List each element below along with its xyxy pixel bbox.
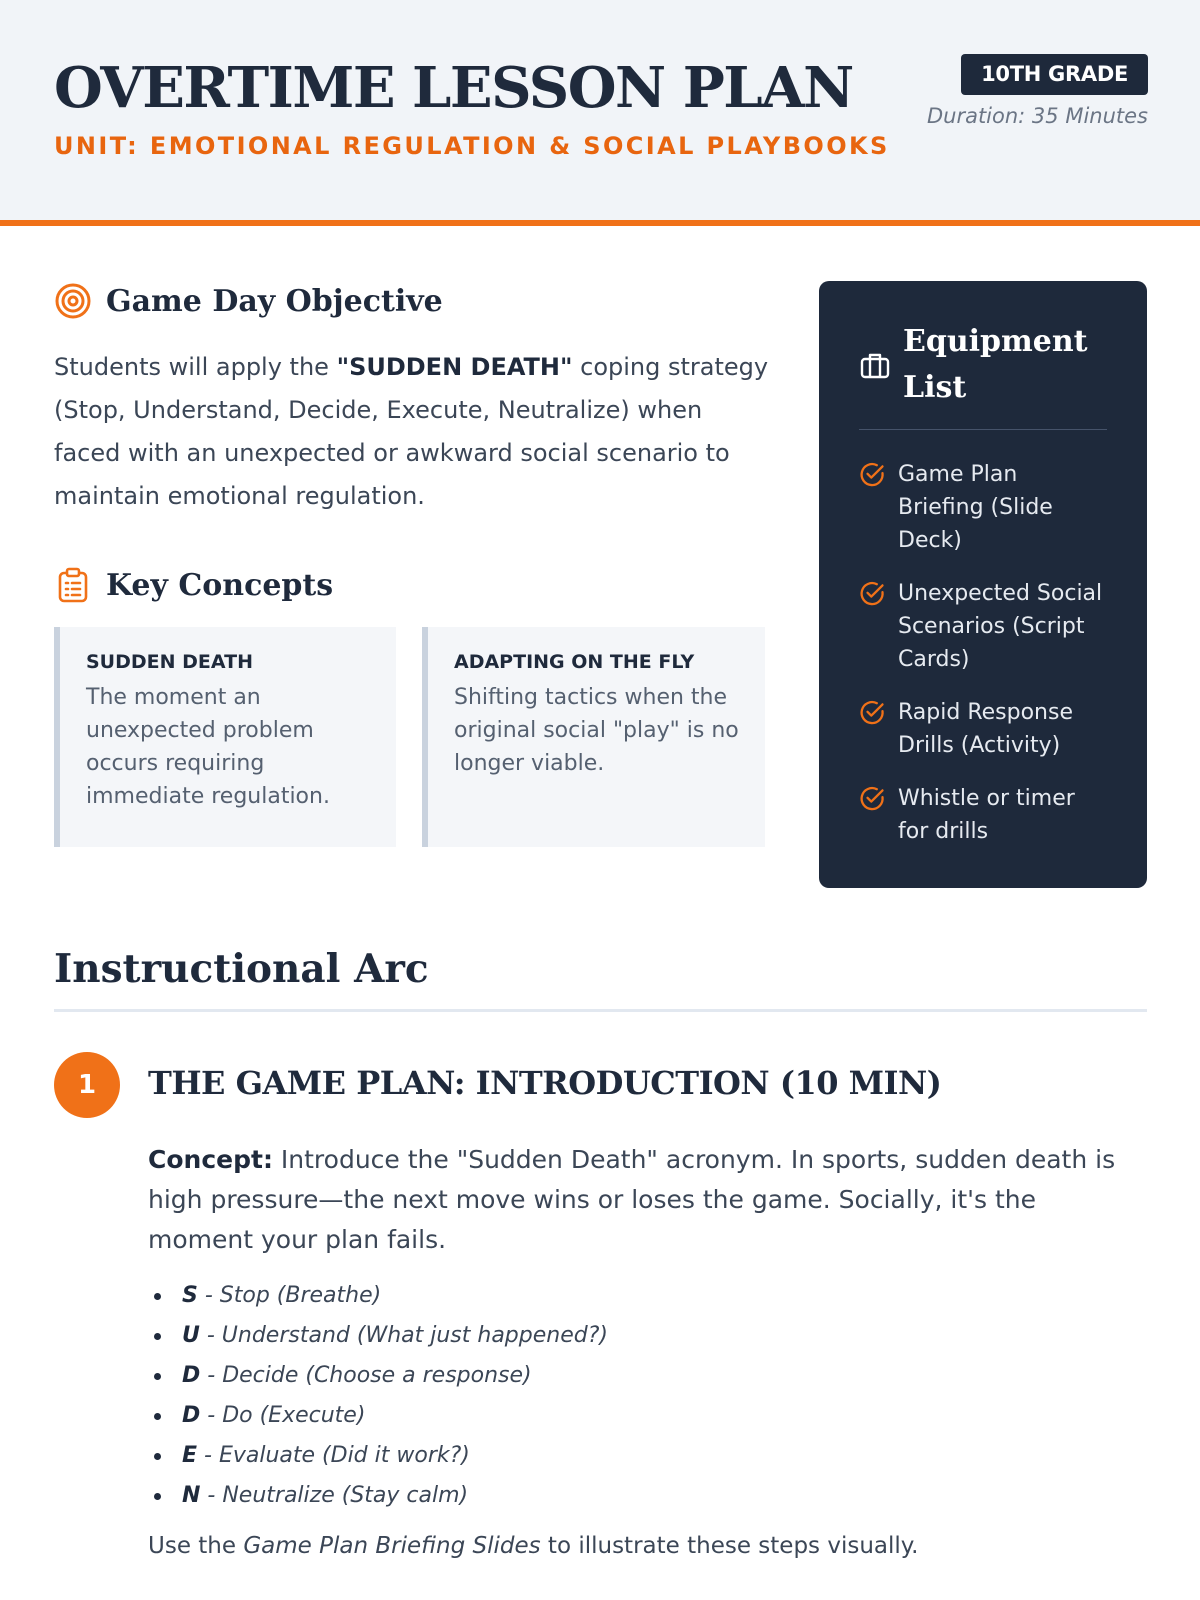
acronym-item (148, 1276, 608, 1316)
step-number-badge: 1 (54, 1052, 120, 1118)
clipboard-icon (54, 566, 92, 604)
check-circle-icon (859, 580, 886, 607)
objective-text (54, 346, 774, 518)
concept-description: Shifting tactics when the original social "play" is no longer viable. (454, 685, 739, 776)
check-circle-icon (859, 785, 886, 812)
closing-text-end: to illustrate these steps visually. (540, 1533, 919, 1559)
page-title: OVERTIME LESSON PLAN (54, 55, 853, 121)
acronym-item (148, 1396, 608, 1436)
concept-card (422, 627, 765, 847)
equipment-item (859, 458, 1107, 557)
acronym-meaning: - Do (Execute) (200, 1403, 366, 1428)
duration-label: Duration: 35 Minutes (926, 104, 1148, 128)
lesson-header (0, 0, 1200, 226)
step-concept (148, 1140, 1148, 1260)
equipment-item (859, 696, 1107, 762)
concept-description: The moment an unexpected problem occurs requiring immediate regulation. (86, 685, 330, 809)
acronym-letter: U (182, 1323, 200, 1348)
acronym-item (148, 1356, 608, 1396)
step-title: THE GAME PLAN: INTRODUCTION (10 MIN) (148, 1064, 942, 1102)
objective-text-start: Students will apply the (54, 353, 337, 381)
closing-note (148, 1533, 918, 1559)
equipment-heading-text: Equipment List (903, 324, 1088, 405)
objective-heading-text: Game Day Objective (106, 283, 443, 319)
closing-text-start: Use the (148, 1533, 244, 1559)
concept-title: SUDDEN DEATH (86, 651, 253, 673)
check-circle-icon (859, 461, 886, 488)
bullet-dot (154, 1413, 161, 1420)
concept-label: Concept: (148, 1145, 273, 1174)
target-icon (54, 282, 92, 320)
unit-subtitle: UNIT: EMOTIONAL REGULATION & SOCIAL PLAYBOOKS (54, 132, 890, 160)
equipment-item-label: Whistle or timer for drills (898, 786, 1075, 844)
acronym-letter: D (182, 1363, 201, 1388)
concept-card (54, 627, 396, 847)
bullet-dot (154, 1293, 161, 1300)
acronym-letter: S (182, 1283, 198, 1308)
equipment-item (859, 577, 1107, 676)
bullet-dot (154, 1453, 161, 1460)
briefcase-icon (859, 349, 891, 381)
objective-highlight: "SUDDEN DEATH" (336, 353, 573, 381)
acronym-letter: N (182, 1483, 201, 1508)
acronym-meaning: - Evaluate (Did it work?) (197, 1443, 470, 1468)
equipment-list (859, 458, 1107, 848)
concepts-heading-text: Key Concepts (106, 567, 334, 603)
bullet-dot (154, 1493, 161, 1500)
acronym-letter: D (182, 1403, 201, 1428)
equipment-item-label: Rapid Response Drills (Activity) (898, 700, 1073, 758)
acronym-meaning: - Stop (Breathe) (197, 1283, 382, 1308)
concept-title: ADAPTING ON THE FLY (454, 651, 695, 673)
equipment-item-label: Game Plan Briefing (Slide Deck) (898, 462, 1053, 553)
acronym-item (148, 1476, 608, 1516)
bullet-dot (154, 1373, 161, 1380)
acronym-meaning: - Understand (What just happened?) (199, 1323, 608, 1348)
acronym-list (148, 1276, 608, 1516)
acronym-letter: E (182, 1443, 198, 1468)
equipment-item (859, 782, 1107, 848)
grade-badge: 10TH GRADE (961, 54, 1148, 95)
concept-text: Introduce the "Sudden Death" acronym. In sports, sudden death is high pressure—the next move wins or loses the game. Socially, it's the moment your plan fails. (148, 1145, 1116, 1254)
objective-text-end: coping strategy (Stop, Understand, Decide, Execute, Neutralize) when faced with an unexpected or awkward social scenario to maintain emotional regulation. (54, 353, 769, 510)
acronym-item (148, 1436, 608, 1476)
acronym-meaning: - Neutralize (Stay calm) (200, 1483, 469, 1508)
check-circle-icon (859, 699, 886, 726)
objective-heading (54, 282, 443, 320)
equipment-panel (819, 281, 1147, 888)
arc-heading: Instructional Arc (54, 946, 429, 992)
bullet-dot (154, 1333, 161, 1340)
acronym-item (148, 1316, 608, 1356)
concepts-heading (54, 566, 333, 604)
acronym-meaning: - Decide (Choose a response) (200, 1363, 532, 1388)
equipment-heading (859, 319, 1107, 430)
arc-divider (54, 1009, 1147, 1012)
slides-reference: Game Plan Briefing Slides (243, 1533, 541, 1559)
equipment-item-label: Unexpected Social Scenarios (Script Cards) (898, 581, 1103, 672)
